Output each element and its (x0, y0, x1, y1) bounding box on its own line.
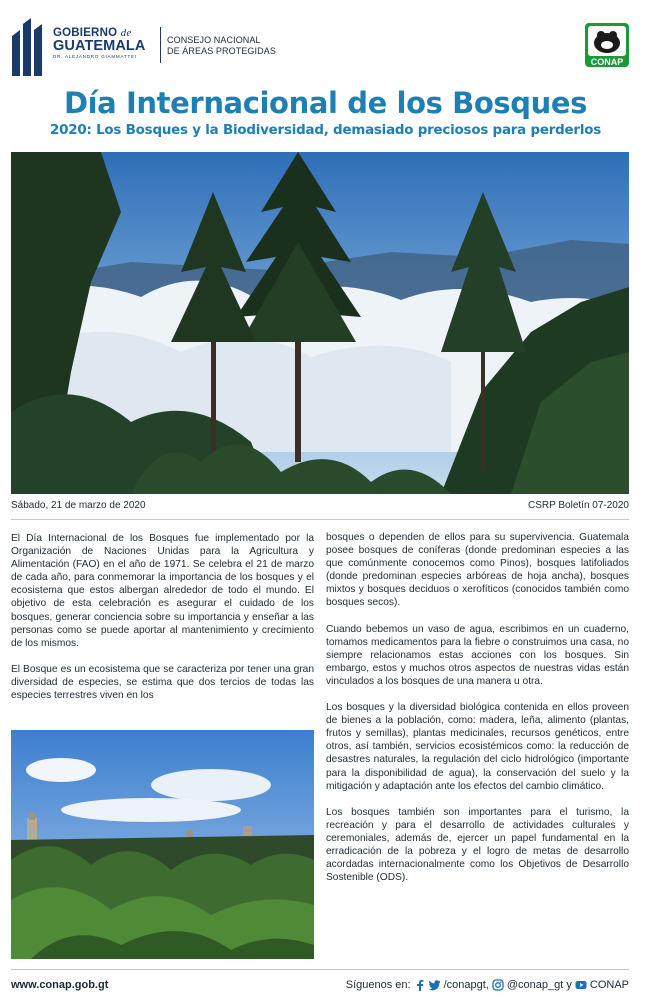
hero-forest-photo (11, 152, 629, 494)
article-column-left (11, 532, 314, 715)
meta-divider (11, 519, 629, 520)
youtube-handle[interactable]: CONAP (589, 979, 629, 991)
article-column-right (326, 531, 629, 897)
gov-wordmark: GOBIERNO de GUATEMALA DR. ALEJANDRO GIAMMATTEI (53, 27, 146, 59)
page-title: Día Internacional de los Bosques (63, 86, 588, 120)
bulletin-number: CSRP Boletín 07-2020 (528, 500, 629, 511)
paragraph-goods-services: Los bosques y la diversidad biológica contenida en ellos proveen de bienes a la población, como: madera, leña, alimento (plantas, frutos y semillas), plantas medicinales, recursos genéticos, entre otros, así también, servicios ecosistémicos como: la reducción de desastres naturales, la regulación del ciclo hidrológico (importante para la disponibilidad de agua), la conservación del suelo y la mitigación y adaptación ante los efectos del cambio climático. (326, 702, 629, 792)
twitter-icon[interactable] (429, 979, 441, 991)
header-divider (160, 27, 161, 63)
conap-name: CONSEJO NACIONAL DE ÁREAS PROTEGIDAS (167, 35, 276, 56)
twitter-handle[interactable]: /conapgt, (443, 979, 489, 991)
youtube-icon[interactable] (575, 979, 587, 991)
page-header (0, 0, 651, 84)
paragraph-ecosystem-cont: bosques o dependen de ellos para su supervivencia. Guatemala posee bosques de coníferas (donde predominan especies a las que comúnmente conocemos como Pinos), bosques latifoliados (donde predominan especies arbóreas de hoja ancha), bosques mixtos y bosques deciduos o xerofíticos (conocidos también como bosques secos). (326, 532, 629, 609)
follow-label: Síguenos en: (345, 979, 411, 991)
publication-date: Sábado, 21 de marzo de 2020 (11, 500, 146, 511)
footer-divider (11, 969, 629, 970)
conap-logo (585, 23, 629, 67)
paragraph-ecosystem: El Bosque es un ecosistema que se caracteriza por tener una gran diversidad de especies, se estima que dos tercios de todas las especies terrestres viven en los (11, 663, 314, 702)
facebook-icon[interactable] (414, 979, 426, 991)
paragraph-daily-life: Cuando bebemos un vaso de agua, escribimos en un cuaderno, tomamos medicamentos para la fiebre o construimos una casa, no siempre relacionamos estas acciones con los bosques. Sin embargo, estos y muchos otros aspectos de nuestras vidas están vinculados a los bosques de una manera u otra. (326, 623, 629, 687)
page-subtitle: 2020: Los Bosques y la Biodiversidad, demasiado preciosos para perderlos (50, 123, 601, 138)
tikal-forest-photo (11, 730, 314, 959)
social-links (346, 979, 629, 991)
instagram-handle[interactable]: @conap_gt y (506, 979, 572, 991)
paragraph-tourism: Los bosques también son importantes para el turismo, la recreación y para el desarrollo de actividades culturales y ceremoniales, además de, ejercer un papel fundamental en la erradicación de la pobreza y el logro de metas de desarrollo acordadas internacionalmente como los Objetivos de Desarrollo Sostenible (ODS). (326, 806, 629, 884)
instagram-icon[interactable] (492, 979, 504, 991)
guatemala-emblem-icon (12, 16, 46, 76)
website-link[interactable]: www.conap.gob.gt (11, 979, 109, 991)
paragraph-intro: El Día Internacional de los Bosques fue implementado por la Organización de Naciones Unidas para la Agricultura y Alimentación (FAO) en el año de 1971. Se celebra el 21 de marzo de cada año, para conmemorar la importancia de los bosques y el ecosistema que estos albergan alrededor de todo el mundo. El objetivo de esta celebración es asegurar el cuidado de los bosques, generar conciencia sobre su importancia y enseñar a las personas como se puede aportar al mantenimiento y crecimiento de los mismos. (11, 533, 314, 649)
svg-text:CONAP: CONAP (590, 57, 624, 67)
